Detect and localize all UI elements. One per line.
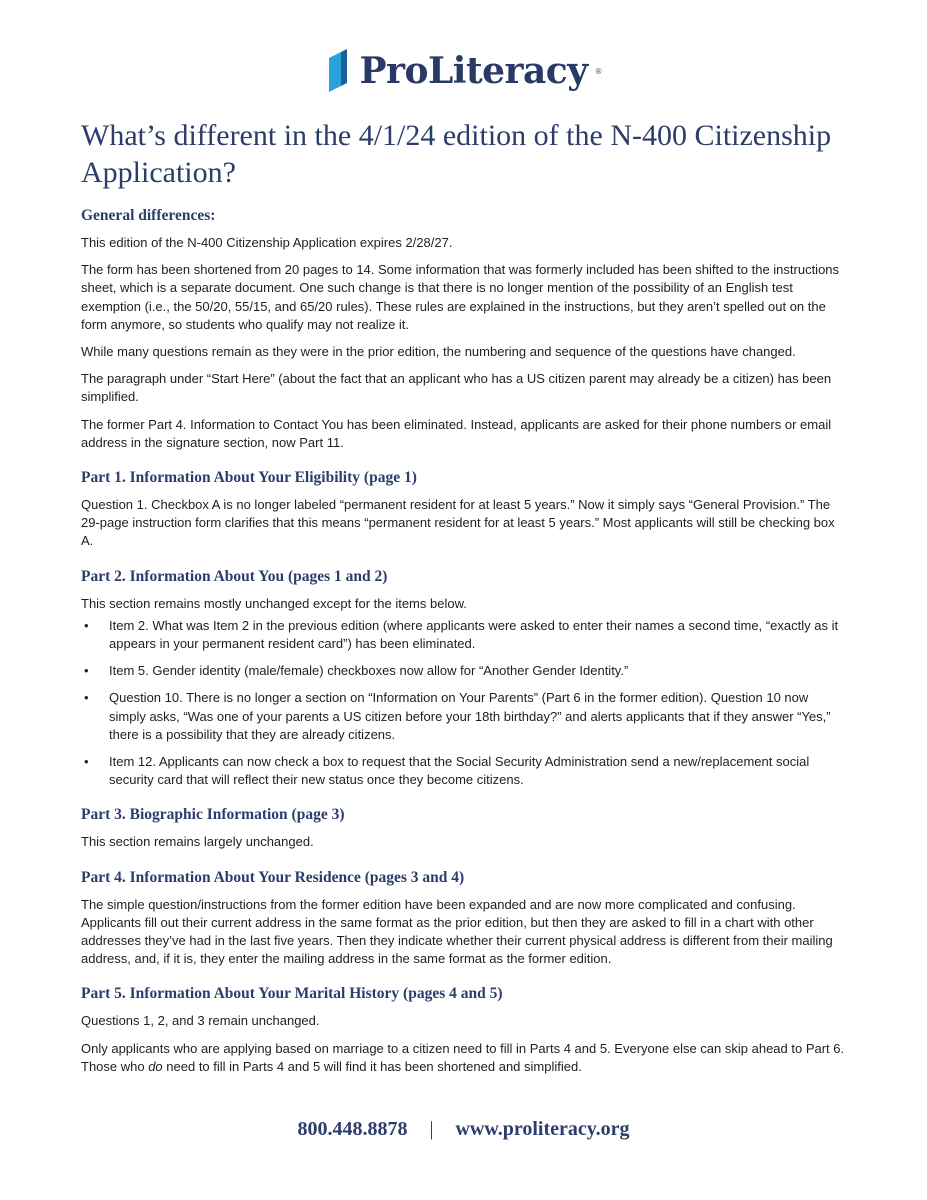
part5-heading bbox=[81, 984, 846, 1004]
bullet-icon: • bbox=[84, 617, 89, 633]
part1-pages: (page 1) bbox=[363, 469, 417, 487]
general-differences-heading: General differences: bbox=[81, 207, 216, 224]
part5-paragraph-1: Questions 1, 2, and 3 remain unchanged. bbox=[81, 1013, 320, 1029]
list-item-text: Item 12. Applicants can now check a box to request that the Social Security Administration send a new/replacement social security card that will reflect their new status once they become citizens. bbox=[109, 754, 810, 788]
part1-paragraph: Question 1. Checkbox A is no longer labeled “permanent resident for at least 5 years.” Now it simply says “General Provision.” The 29-page instruction form clarifies that this means “permanent resident for at least 5 years.” Most applicants will still be checking box A. bbox=[81, 497, 835, 549]
footer-separator: | bbox=[429, 1118, 434, 1140]
list-item bbox=[81, 753, 846, 789]
list-item bbox=[81, 662, 846, 680]
part1-title: Part 1. Information About Your Eligibility bbox=[81, 469, 361, 487]
proliteracy-logo bbox=[0, 48, 927, 98]
page-title: What’s different in the 4/1/24 edition of the N-400 Citizenship Application? bbox=[81, 119, 832, 189]
part5-paragraph-2 bbox=[81, 1040, 846, 1076]
logo-group bbox=[325, 48, 601, 94]
part3-heading bbox=[81, 805, 846, 825]
book-logo-icon bbox=[325, 48, 351, 94]
general-paragraph-4: The paragraph under “Start Here” (about the fact that an applicant who has a US citizen parent may already be a citizen) has been simplified. bbox=[81, 371, 832, 405]
part5-text-b: need to fill in Parts 4 and 5 will find it has been shortened and simplified. bbox=[162, 1058, 582, 1074]
general-paragraph-5: The former Part 4. Information to Contact You has been eliminated. Instead, applicants are asked for their phone numbers or email address in the signature section, now Part 11. bbox=[81, 416, 832, 450]
part2-list bbox=[81, 617, 846, 790]
bullet-icon: • bbox=[84, 754, 89, 770]
main-content bbox=[81, 206, 846, 1085]
part4-paragraph: The simple question/instructions from the former edition have been expanded and are now more complicated and confusing. Applicants fill out their current address in the same format as the prior edition, but then they are asked to fill in a chart with other addresses they’ve had in the last five years. Then they indicate whether their current physical address is different from their mailing address, and, if it is, they enter the mailing address in the same format as the former edition. bbox=[81, 896, 833, 967]
part4-pages: (pages 3 and 4) bbox=[364, 868, 465, 886]
logo-wordmark: ProLiteracy bbox=[359, 50, 588, 92]
list-item bbox=[81, 689, 846, 744]
registered-mark: ® bbox=[595, 66, 602, 76]
bullet-icon: • bbox=[84, 690, 89, 706]
part3-title: Part 3. Biographic Information bbox=[81, 806, 288, 824]
part2-heading bbox=[81, 567, 846, 587]
general-paragraph-2: The form has been shortened from 20 pages to 14. Some information that was formerly included has been shifted to the instructions sheet, which is a separate document. One such change is that there is no longer mention of the possibility of an English test exemption (i.e., the 50/20, 55/15, and 65/20 rules). These rules are explained in the instructions, but they aren’t spelled out on the form anymore, so students who qualify may not realize it. bbox=[81, 262, 840, 332]
footer-phone: 800.448.8878 bbox=[297, 1118, 408, 1140]
list-item bbox=[81, 617, 846, 653]
part1-heading bbox=[81, 468, 846, 488]
part4-heading bbox=[81, 868, 846, 888]
part3-paragraph: This section remains largely unchanged. bbox=[81, 834, 314, 850]
list-item-text: Item 2. What was Item 2 in the previous edition (where applicants were asked to enter their names a second time, “exactly as it appears in your permanent resident card”) has been eliminated. bbox=[109, 617, 839, 652]
footer-website-link[interactable]: www.proliteracy.org bbox=[455, 1118, 630, 1140]
part2-pages: (pages 1 and 2) bbox=[287, 567, 388, 585]
part2-title: Part 2. Information About You bbox=[81, 567, 285, 585]
bullet-icon: • bbox=[84, 663, 89, 679]
part5-pages: (pages 4 and 5) bbox=[403, 985, 503, 1003]
part2-intro: This section remains mostly unchanged except for the items below. bbox=[81, 595, 467, 611]
general-paragraph-1: This edition of the N-400 Citizenship Application expires 2/28/27. bbox=[81, 235, 453, 250]
part5-emphasis: do bbox=[148, 1058, 163, 1074]
part3-pages: (page 3) bbox=[291, 806, 345, 824]
part5-text-a: Only applicants who are applying based on marriage to a citizen need to fill in Parts 4 and 5. Everyone else can skip ahead to Part 6. Those who bbox=[81, 1040, 845, 1074]
footer bbox=[0, 1118, 927, 1141]
part4-title: Part 4. Information About Your Residence bbox=[81, 868, 361, 886]
list-item-text: Question 10. There is no longer a section on “Information on Your Parents” (Part 6 in the former edition). Question 10 now simply asks, “Was one of your parents a US citizen before your 18th birthday?” and alerts applicants that if they answer “Yes,” there is a possibility that they are already citizens. bbox=[109, 690, 831, 742]
list-item-text: Item 5. Gender identity (male/female) checkboxes now allow for “Another Gender Identity.” bbox=[109, 663, 629, 679]
general-paragraph-3: While many questions remain as they were in the prior edition, the numbering and sequence of the questions have changed. bbox=[81, 344, 796, 360]
part5-title: Part 5. Information About Your Marital History bbox=[81, 985, 400, 1003]
